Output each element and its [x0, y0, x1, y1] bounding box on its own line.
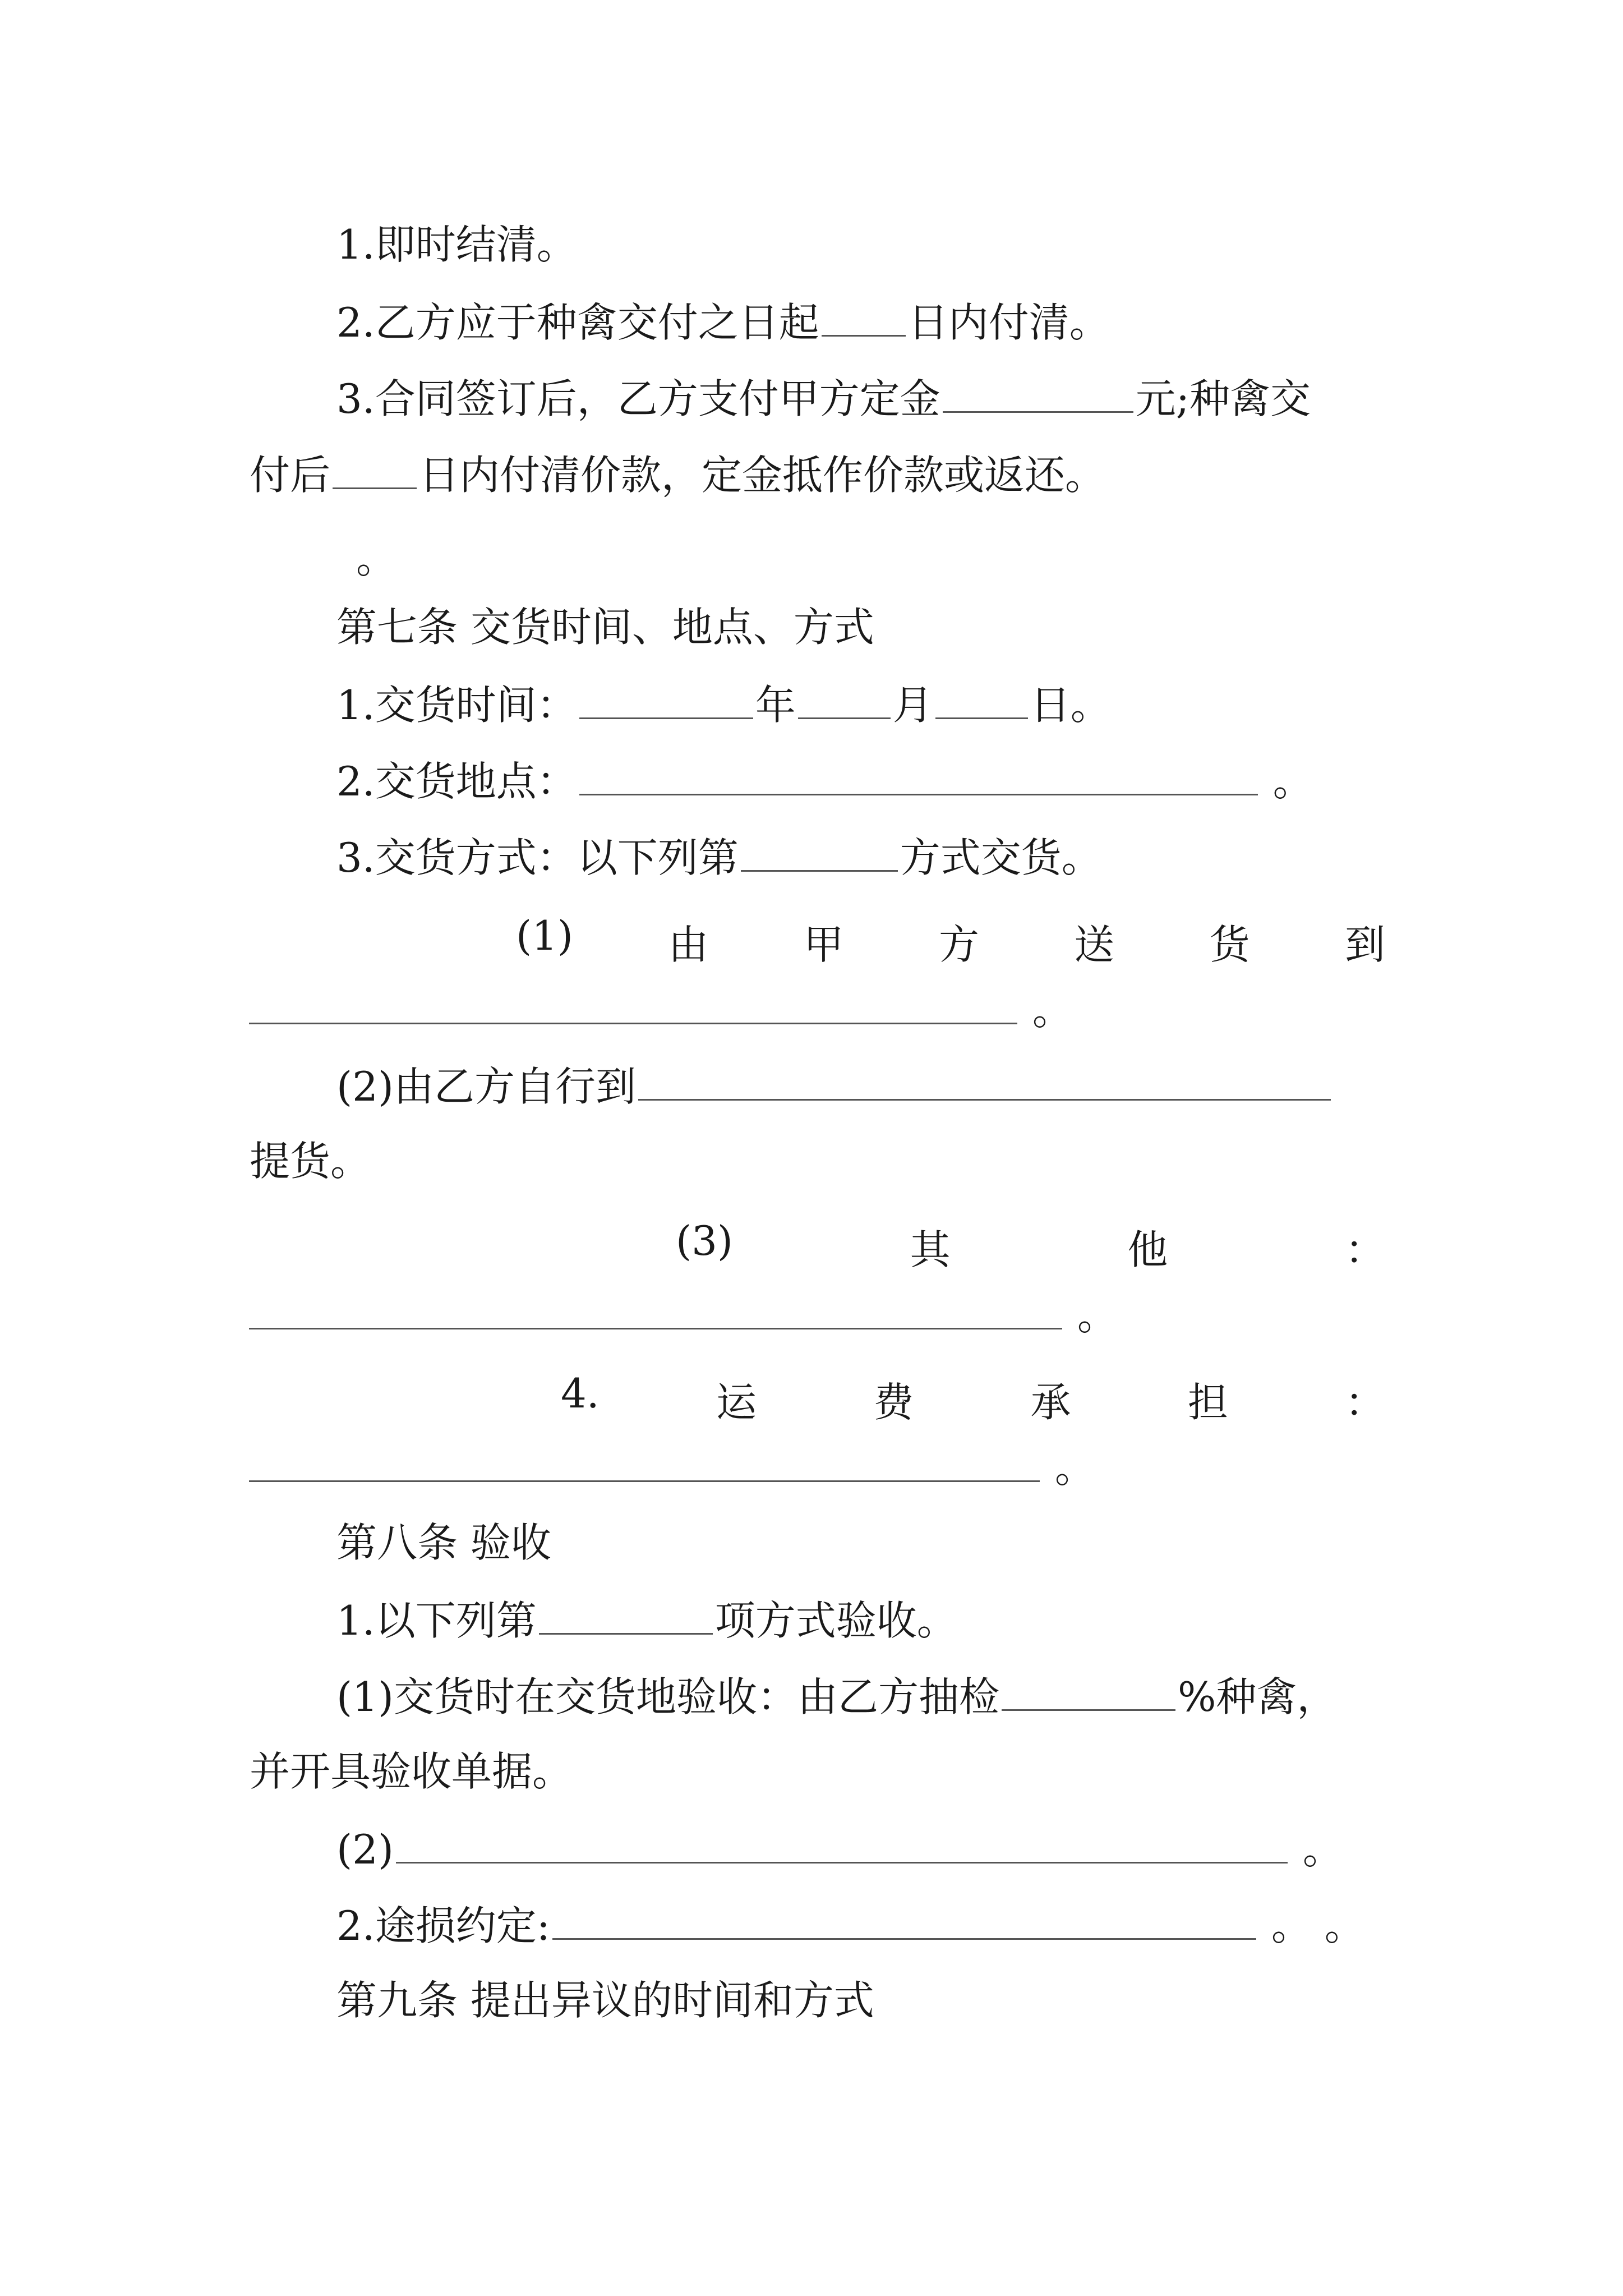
transit-loss: 2.途损约定: 。 。	[336, 1902, 1365, 1950]
other-method-blank	[249, 1294, 1062, 1329]
deposit-blank	[943, 377, 1133, 413]
other-inspection-blank	[396, 1828, 1288, 1864]
article-7-heading: 第七条 交货时间、地点、方式	[336, 604, 874, 651]
delivery-method: 3.交货方式：以下列第 方式交货。	[336, 834, 1102, 882]
payment-option-2: 2.乙方应于种禽交付之日起 日内付清。	[336, 299, 1110, 347]
month-blank	[798, 683, 891, 719]
loss-blank	[552, 1904, 1256, 1940]
method-blank	[741, 836, 898, 872]
stray-period: 。	[356, 535, 397, 582]
day-blank	[935, 683, 1028, 719]
method-option-3: (3) 其 他 ：	[676, 1217, 1385, 1273]
article-9-heading: 第九条 提出异议的时间和方式	[336, 1977, 874, 2024]
delivery-time: 1.交货时间： 年 月 日。	[336, 682, 1111, 729]
payment-option-3: 3.合同签订后，乙方支付甲方定金 元;种禽交	[336, 375, 1311, 423]
method-option-1-cont: 。	[247, 988, 1073, 1030]
percent-blank	[1002, 1675, 1175, 1711]
method-option-1: (1) 由 甲 方 送 货 到	[516, 912, 1385, 968]
payment-option-3-cont: 付后 日内付清价款，定金抵作价款或返还。	[250, 452, 1106, 499]
inspection-option-1: (1)交货时在交货地验收：由乙方抽检 %种禽，	[336, 1673, 1338, 1721]
inspection-method: 1.以下列第 项方式验收。	[336, 1597, 957, 1645]
inspection-option-2: (2) 。	[336, 1826, 1343, 1874]
destination-blank	[249, 988, 1017, 1024]
year-blank	[579, 683, 753, 719]
inspection-option-1-cont: 并开具验收单据。	[250, 1748, 573, 1795]
freight-line: 4. 运 费 承 担 ：	[561, 1370, 1385, 1426]
method-option-2: (2)由乙方自行到	[336, 1065, 1333, 1107]
item-blank	[539, 1599, 713, 1635]
place-blank	[579, 760, 1258, 795]
delivery-place: 2.交货地点： 。	[336, 758, 1313, 806]
freight-blank	[249, 1446, 1040, 1482]
article-8-heading: 第八条 验收	[336, 1519, 551, 1566]
method-option-2-cont: 提货。	[250, 1138, 371, 1185]
freight-line-cont: 。	[247, 1446, 1095, 1488]
days-blank	[333, 453, 417, 489]
pickup-place-blank	[638, 1065, 1331, 1101]
method-option-3-cont: 。	[247, 1294, 1118, 1336]
days-blank	[822, 301, 906, 337]
payment-option-1: 1.即时结清。	[336, 221, 577, 268]
